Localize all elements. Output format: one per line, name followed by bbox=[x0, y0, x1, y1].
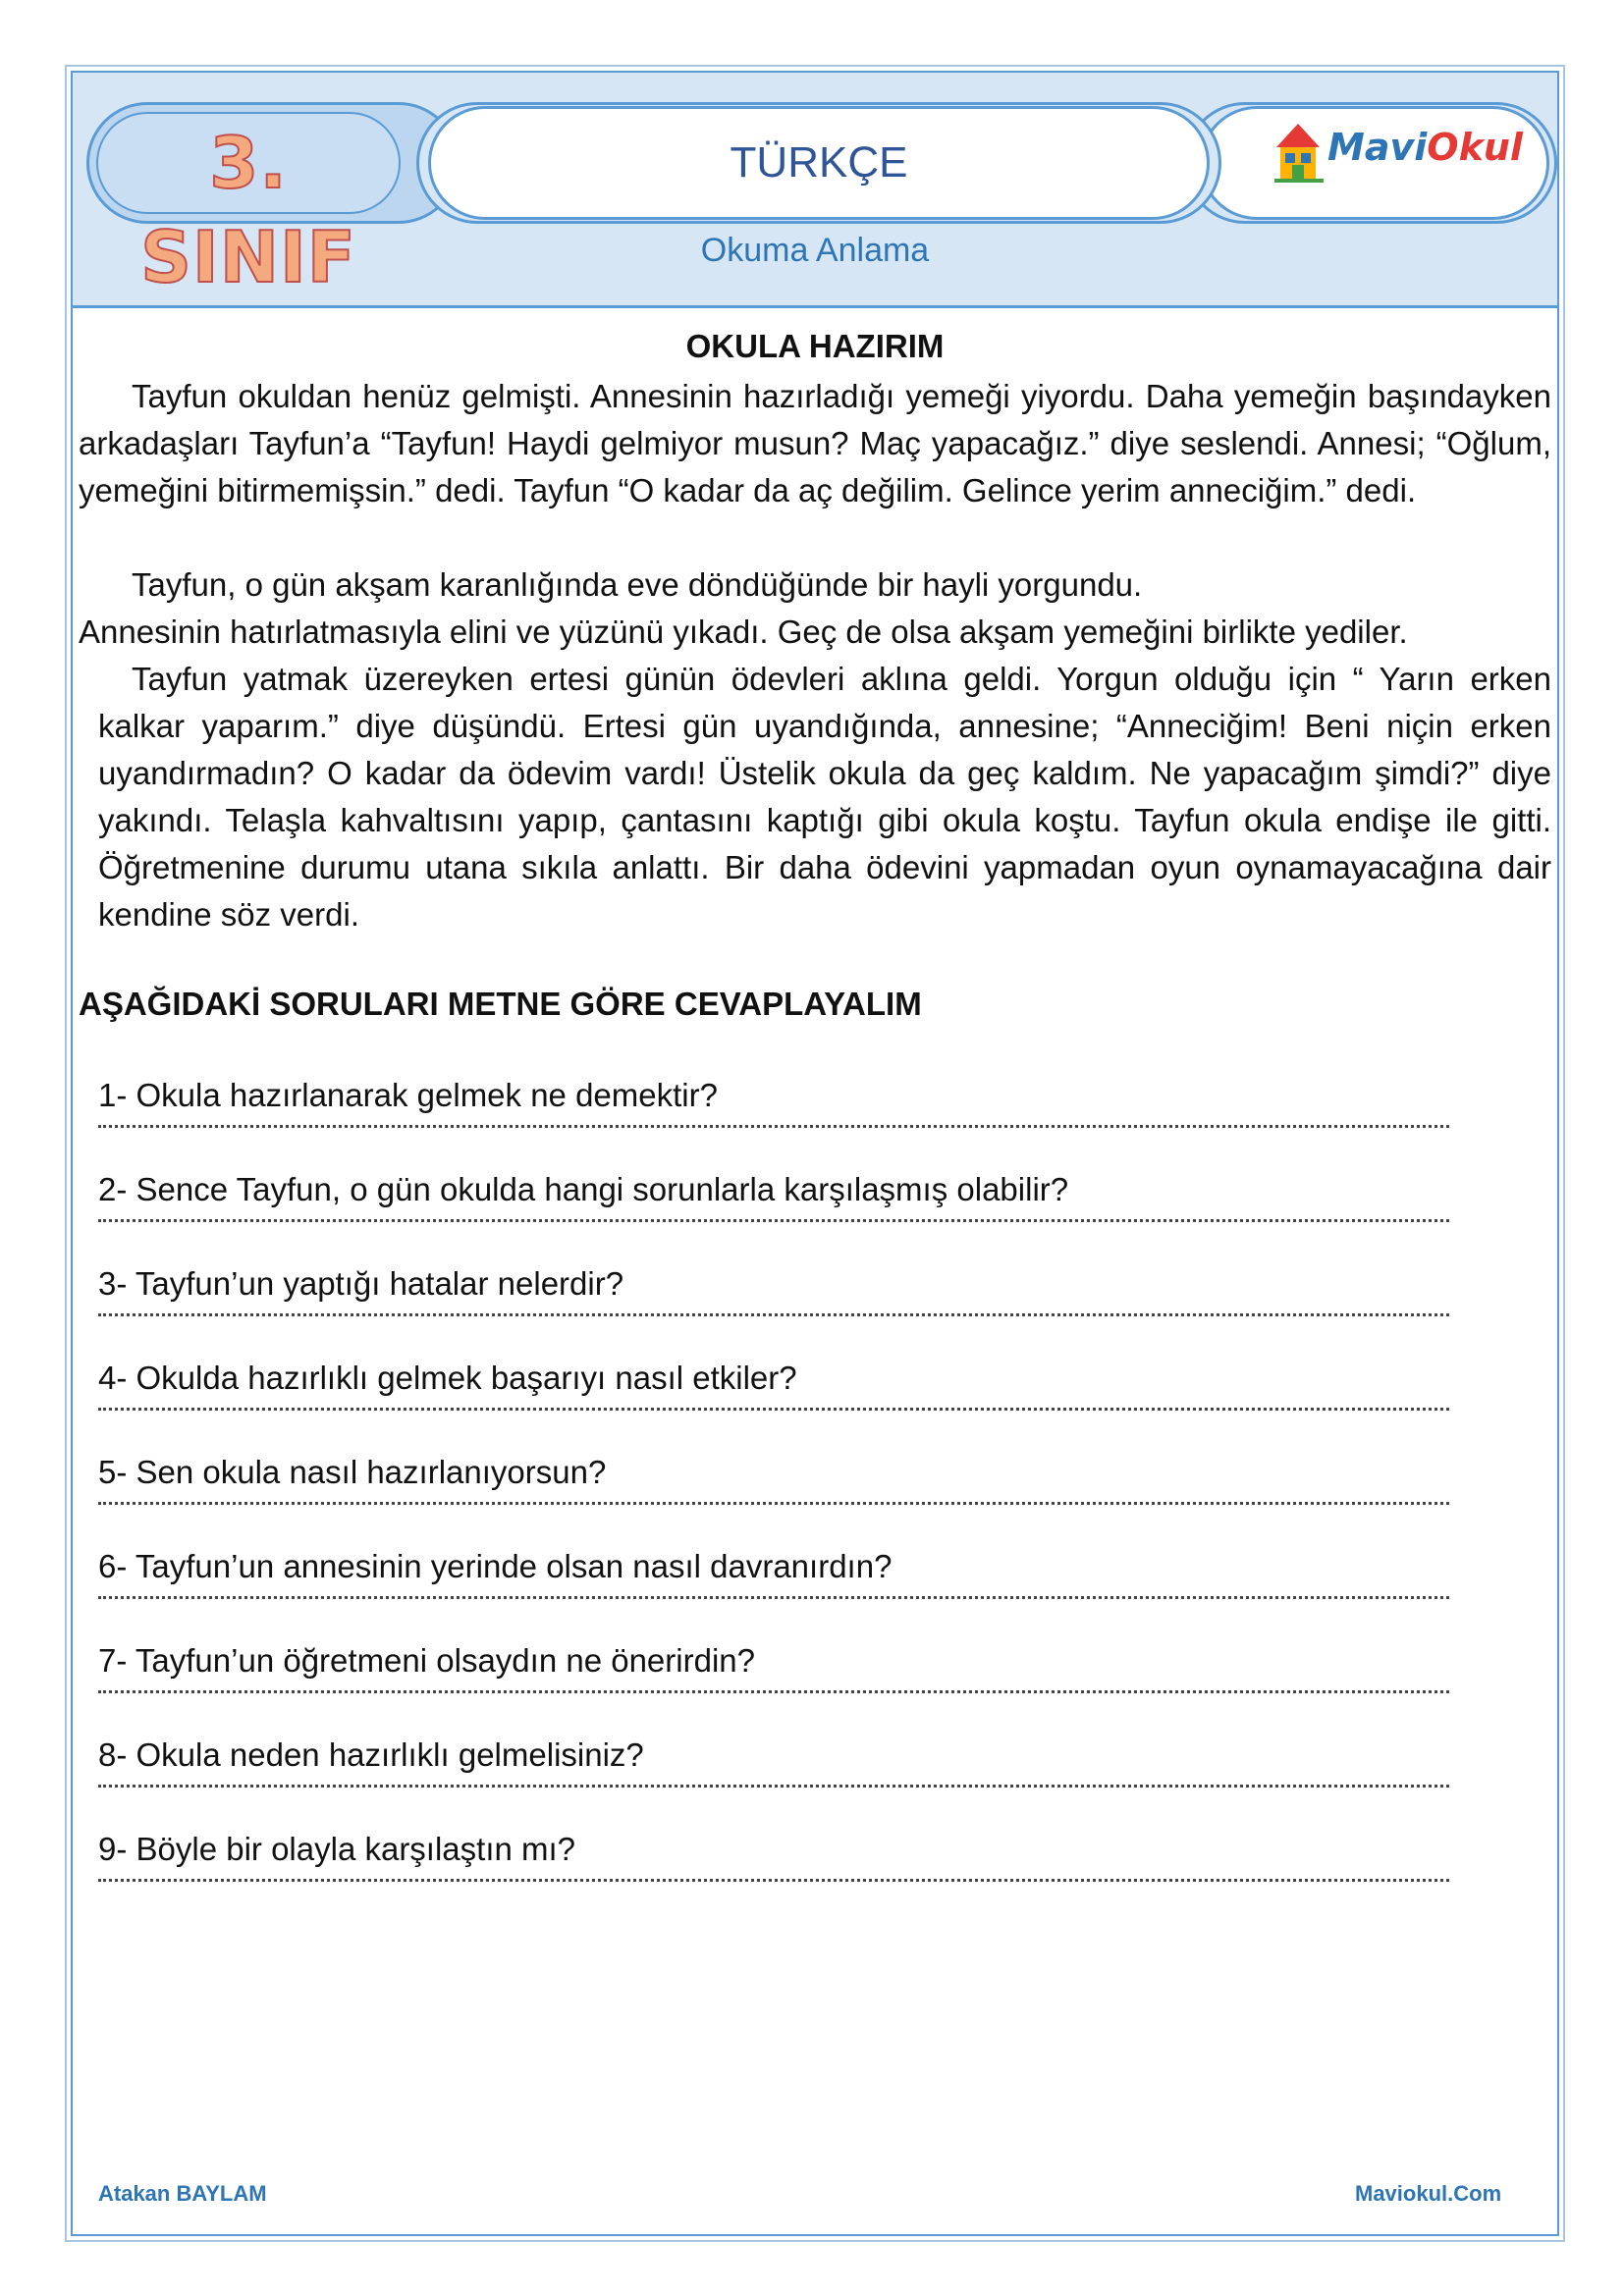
question-text: 9- Böyle bir olayla karşılaştın mı? bbox=[98, 1831, 576, 1867]
footer-author: Atakan BAYLAM bbox=[98, 2181, 267, 2206]
subject-title: TÜRKÇE bbox=[730, 138, 908, 187]
question-text: 5- Sen okula nasıl hazırlanıyorsun? bbox=[98, 1454, 607, 1490]
questions-heading: AŞAĞIDAKİ SORULARI METNE GÖRE CEVAPLAYALIM bbox=[79, 986, 922, 1022]
question-text: 3- Tayfun’un yaptığı hatalar nelerdir? bbox=[98, 1265, 624, 1302]
question-item bbox=[98, 1449, 1453, 1543]
question-text: 8- Okula neden hazırlıklı gelmelisiniz? bbox=[98, 1736, 644, 1773]
answer-line[interactable] bbox=[98, 1596, 1449, 1599]
question-item bbox=[98, 1637, 1453, 1732]
section-subtitle: Okuma Anlama bbox=[700, 232, 930, 269]
footer-site-link[interactable]: Maviokul.Com bbox=[1355, 2181, 1502, 2206]
story-paragraph-1: Tayfun okuldan henüz gelmişti. Annesinin hazırladığı yemeği yiyordu. Daha yemeğin başındayken arkadaşları Tayfun’a “Tayfun! Haydi gelmiyor musun? Maç yapacağız.” diye seslendi. Annesi; “Oğlum, yemeğini bitirmemişsin.” dedi. Tayfun “O kadar da aç değilim. Gelince yerim anneciğim.” dedi. bbox=[79, 378, 1551, 508]
answer-line[interactable] bbox=[98, 1785, 1449, 1788]
question-text: 4- Okulda hazırlıklı gelmek başarıyı nasıl etkiler? bbox=[98, 1360, 797, 1396]
question-item bbox=[98, 1543, 1453, 1637]
question-item bbox=[98, 1166, 1453, 1260]
logo-word-mavi: Mavi bbox=[1327, 126, 1428, 169]
logo-word-okul: Okul bbox=[1427, 126, 1523, 169]
question-item bbox=[98, 1826, 1453, 1920]
answer-line[interactable] bbox=[98, 1690, 1449, 1693]
answer-line[interactable] bbox=[98, 1313, 1449, 1316]
answer-line[interactable] bbox=[98, 1502, 1449, 1505]
logo-wordmark bbox=[1327, 126, 1523, 169]
question-item bbox=[98, 1355, 1453, 1449]
question-item bbox=[98, 1072, 1453, 1166]
question-list bbox=[98, 1072, 1453, 1920]
story-title: OKULA HAZIRIM bbox=[685, 328, 945, 364]
answer-line[interactable] bbox=[98, 1219, 1449, 1222]
question-item bbox=[98, 1260, 1453, 1355]
answer-line[interactable] bbox=[98, 1408, 1449, 1411]
question-text: 2- Sence Tayfun, o gün okulda hangi sorunlarla karşılaşmış olabilir? bbox=[98, 1171, 1069, 1207]
question-item bbox=[98, 1732, 1453, 1826]
answer-line[interactable] bbox=[98, 1125, 1449, 1128]
answer-line[interactable] bbox=[98, 1879, 1449, 1882]
story-paragraph-2: Tayfun, o gün akşam karanlığında eve döndüğünde bir hayli yorgundu. bbox=[132, 566, 1143, 603]
question-text: 6- Tayfun’un annesinin yerinde olsan nasıl davranırdın? bbox=[98, 1548, 893, 1584]
grade-label: 3. SINIF bbox=[140, 122, 356, 298]
story-paragraph-3: Annesinin hatırlatmasıyla elini ve yüzünü yıkadı. Geç de olsa akşam yemeğini birlikte yediler. bbox=[79, 614, 1408, 650]
story-paragraph-4: Tayfun yatmak üzereyken ertesi günün ödevleri aklına geldi. Yorgun olduğu için “ Yarın erken kalkar yaparım.” diye düşündü. Ertesi gün uyandığında, annesine; “Anneciğim! Beni niçin erken uyandırmadın? O kadar da ödevim vardı! Üstelik okula da geç kaldım. Ne yapacağım şimdi?” diye yakındı. Telaşla kahvaltısını yapıp, çantasını kaptığı gibi okula koştu. Tayfun okula endişe ile gitti. Öğretmenine durumu utana sıkıla anlattı. Bir daha ödevini yapmadan oyun oynamayacağına dair kendine söz verdi. bbox=[98, 661, 1551, 933]
question-text: 1- Okula hazırlanarak gelmek ne demektir? bbox=[98, 1077, 718, 1113]
question-text: 7- Tayfun’un öğretmeni olsaydın ne önerirdin? bbox=[98, 1642, 755, 1679]
